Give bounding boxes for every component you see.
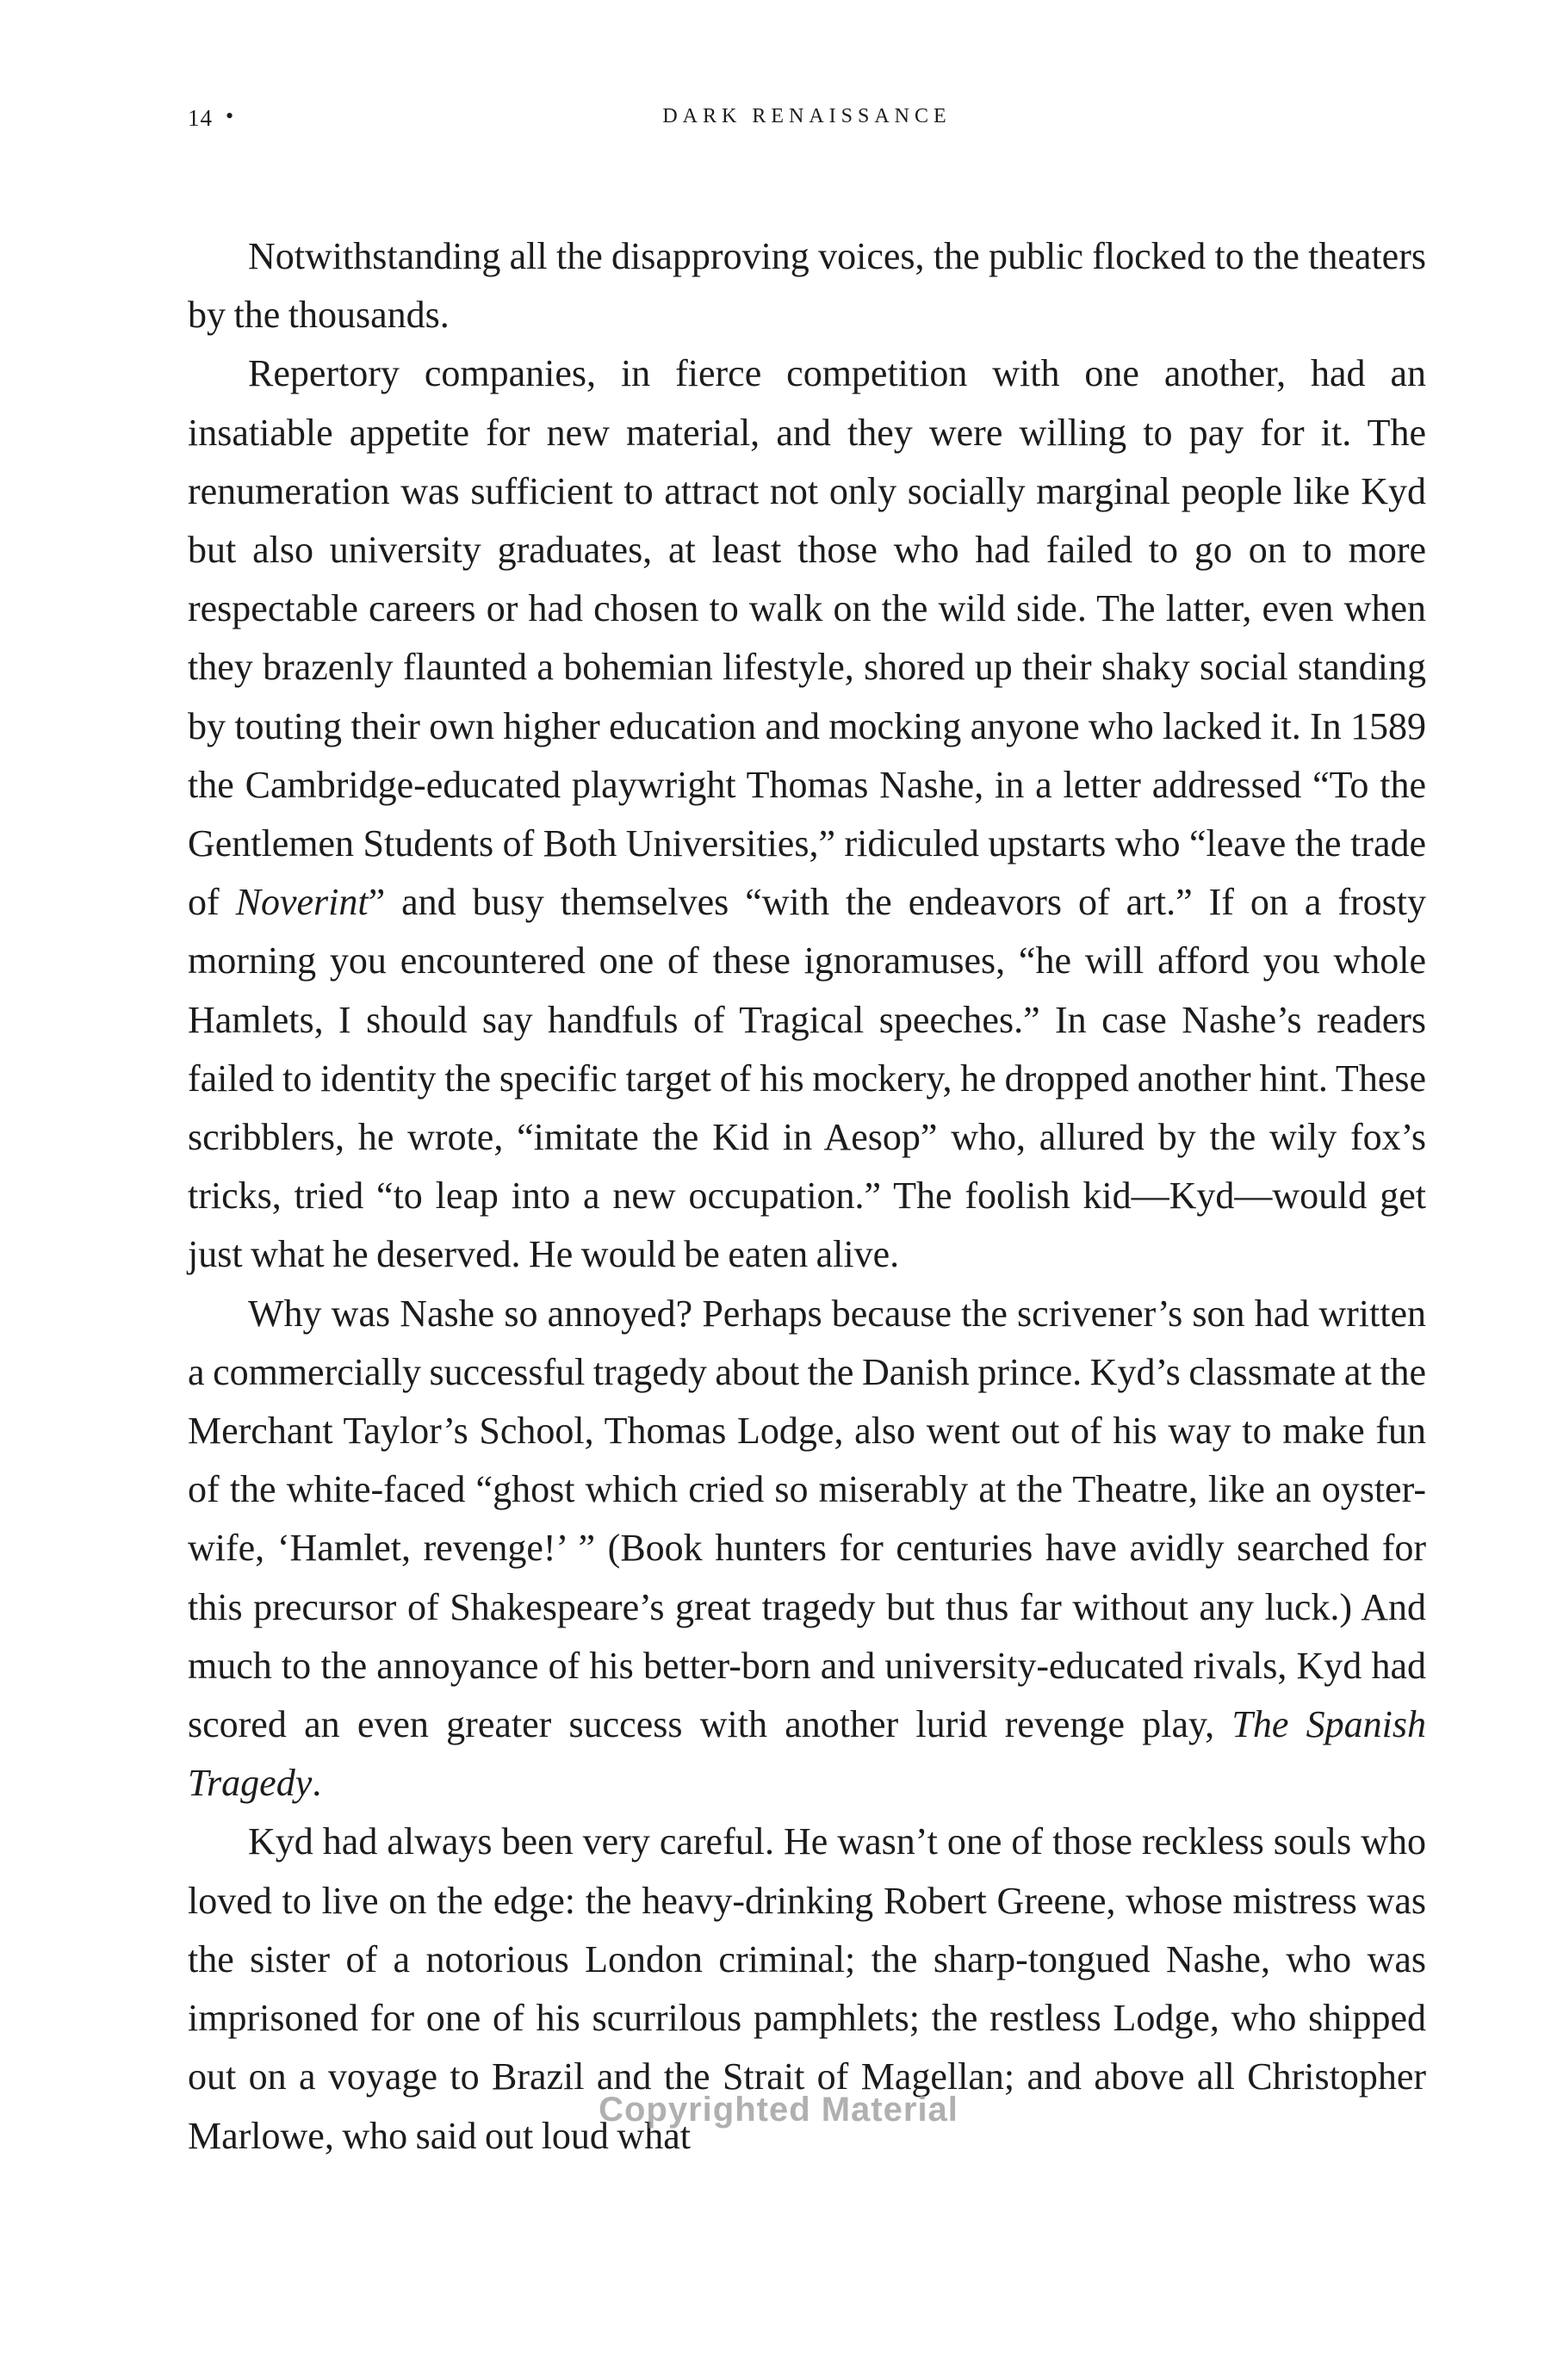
text-segment: . [312, 1762, 322, 1805]
page-number: 14 [188, 105, 213, 131]
paragraph [188, 1285, 1426, 1813]
italic-title: The Spanish Tragedy [188, 1703, 1426, 1805]
running-head-title: DARK RENAISSANCE [662, 105, 952, 127]
text-segment: Notwithstanding all the disapproving voices, the public flocked to the theaters by the thousands. [188, 235, 1426, 337]
text-segment: ” and busy themselves “with the endeavors of art.” If on a frosty morning you encountered one of these ignoramuses, “he will afford you whole Hamlets, I should say handfuls of Tragical speeches.” In case Nashe’s readers failed to identity the specific target of his mockery, he dropped another hint. These scribblers, he wrote, “imitate the Kid in Aesop” who, allured by the wily fox’s tricks, tried “to leap into a new occupation.” The foolish kid—Kyd—would get just what he deserved. He would be eaten alive. [188, 881, 1427, 1276]
running-head [188, 105, 1426, 139]
body-text [188, 227, 1426, 2166]
italic-title: Noverint [235, 881, 369, 924]
paragraph [188, 344, 1426, 1284]
paragraph [188, 227, 1426, 344]
text-segment: Why was Nashe so annoyed? Perhaps because the scrivener’s son had written a commercially successful tragedy about the Danish prince. Kyd’s classmate at the Merchant Taylor’s School, Thomas Lodge, also went out of his way to make fun of the white-faced “ghost which cried so miserably at the Theatre, like an oyster-wife, ‘Hamlet, revenge!’ ” (Book hunters for centuries have avidly searched for this precursor of Shakespeare’s great tragedy but thus far without any luck.) And much to the annoyance of his better-born and university-educated rivals, Kyd had scored an even greater success with another lurid revenge play, [188, 1292, 1426, 1746]
text-segment: Kyd had always been very careful. He wasn’t one of those reckless souls who loved to live on the edge: the heavy-drinking Robert Greene, whose mistress was the sister of a notorious London criminal; the sharp-tongued Nashe, who was imprisoned for one of his scurrilous pamphlets; the restless Lodge, who shipped out on a voyage to Brazil and the Strait of Magellan; and above all Christopher Marlowe, who said out loud what [188, 1820, 1426, 2157]
copyright-watermark: Copyrighted Material [599, 2091, 958, 2129]
text-segment: Repertory companies, in fierce competition with one another, had an insatiable appetite for new material, and they were willing to pay for it. The renumeration was sufficient to attract not only socially marginal people like Kyd but also university graduates, at least those who had failed to go on to more respectable careers or had chosen to walk on the wild side. The latter, even when they brazenly flaunted a bohemian lifestyle, shored up their shaky social standing by touting their own higher education and mocking anyone who lacked it. In 1589 the Cambridge-educated playwright Thomas Nashe, in a letter addressed “To the Gentlemen Students of Both Universities,” ridiculed upstarts who “leave the trade of [188, 352, 1426, 924]
header-separator: • [226, 103, 234, 128]
